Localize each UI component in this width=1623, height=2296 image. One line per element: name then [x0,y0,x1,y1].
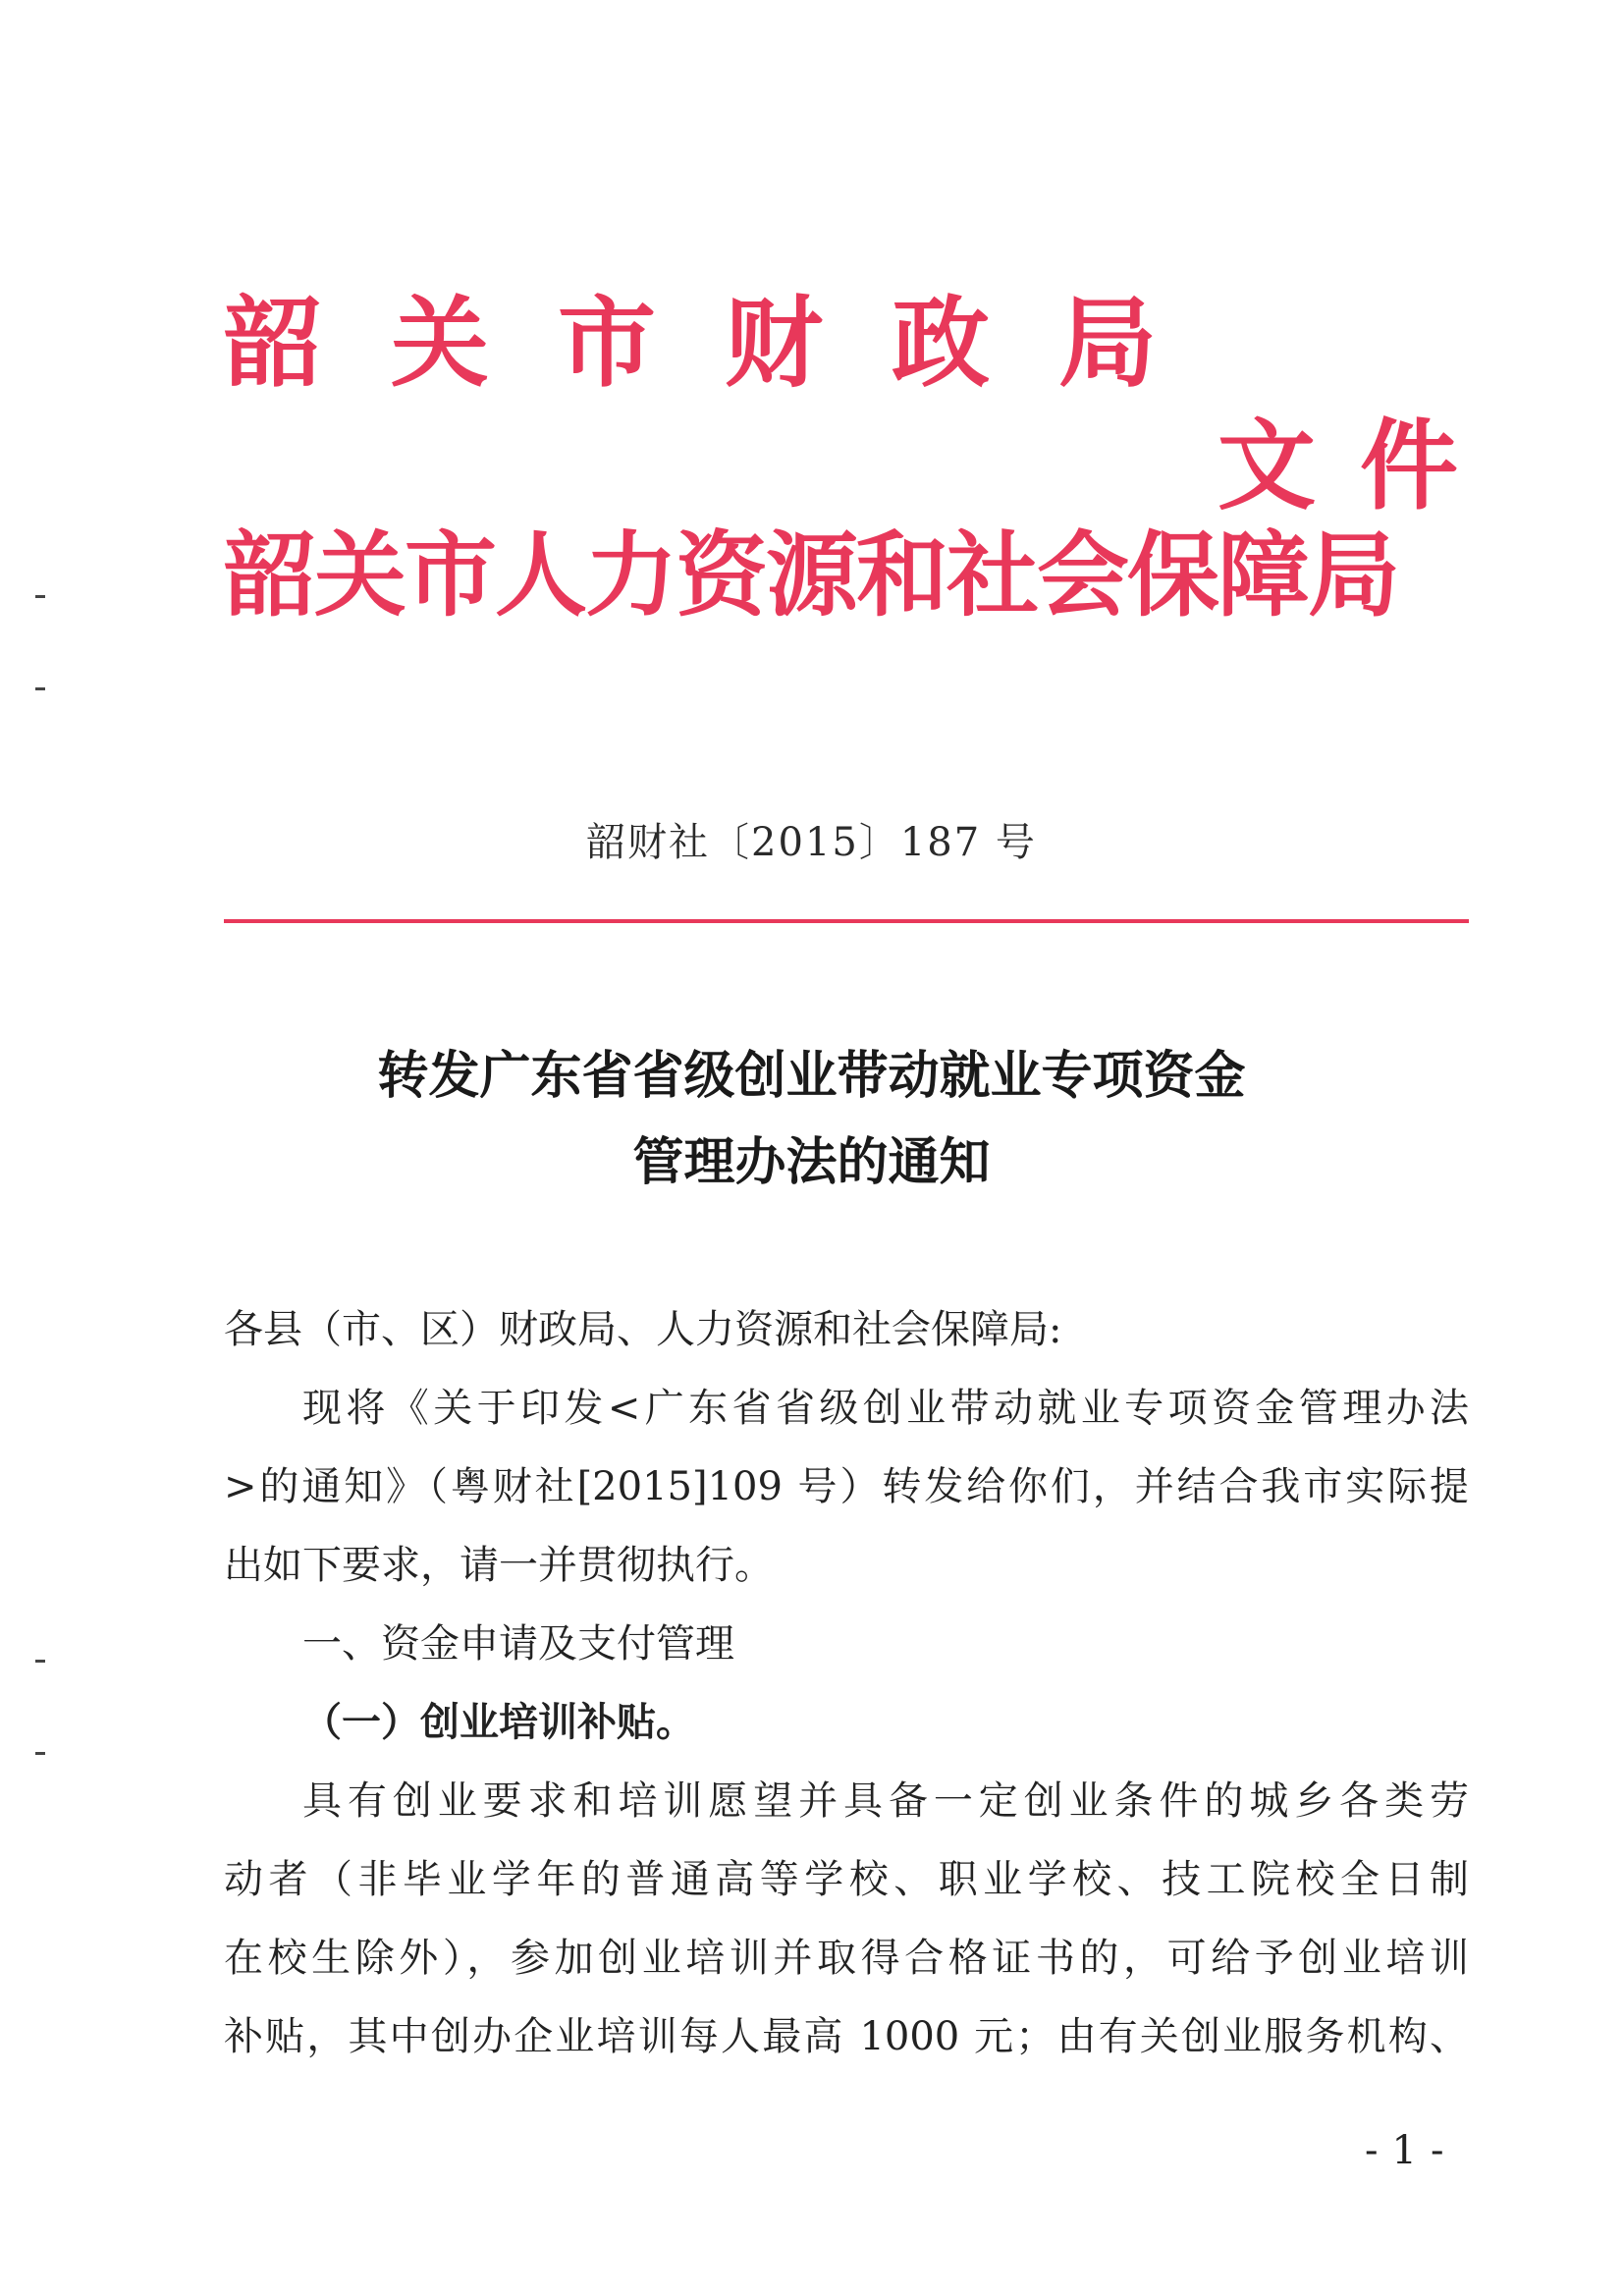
masthead-org-finance: 韶关市财政局 [224,286,1225,401]
masthead-org-hr: 韶关市人力资源和社会保障局 [224,522,1399,629]
document-number: 韶财社〔2015〕187 号 [586,820,1037,865]
masthead-document-label: 文件 [1217,409,1502,523]
paragraph-1-line: 现将《关于印发<广东省省级创业带动就业专项资金管理办法 [302,1386,1469,1431]
document-title-line-1: 转发广东省省级创业带动就业专项资金 [377,1047,1246,1106]
paragraph-1-line: 出如下要求，请一并贯彻执行。 [224,1543,774,1588]
subsection-heading-1: （一）创业培训补贴。 [302,1699,695,1745]
paragraph-1-line: >的通知》（粤财社[2015]109 号）转发给你们，并结合我市实际提 [224,1464,1469,1509]
scan-mark [35,1660,45,1663]
scan-mark [35,1752,45,1755]
scan-mark [35,687,45,690]
paragraph-2-line: 具有创业要求和培训愿望并具备一定创业条件的城乡各类劳 [302,1778,1469,1824]
section-heading-1: 一、资金申请及支付管理 [302,1621,734,1667]
paragraph-2-line: 在校生除外），参加创业培训并取得合格证书的，可给予创业培训 [224,1936,1469,1981]
page-number: -1- [1365,2128,1458,2173]
scan-mark [35,595,45,598]
addressee: 各县（市、区）财政局、人力资源和社会保障局: [224,1307,1062,1352]
paragraph-2-line: 补贴，其中创办企业培训每人最高 1000 元；由有关创业服务机构、 [224,2014,1469,2059]
red-separator-rule [224,919,1469,923]
paragraph-2-line: 动者（非毕业学年的普通高等学校、职业学校、技工院校全日制 [224,1857,1469,1902]
document-title-line-2: 管理办法的通知 [632,1133,991,1192]
